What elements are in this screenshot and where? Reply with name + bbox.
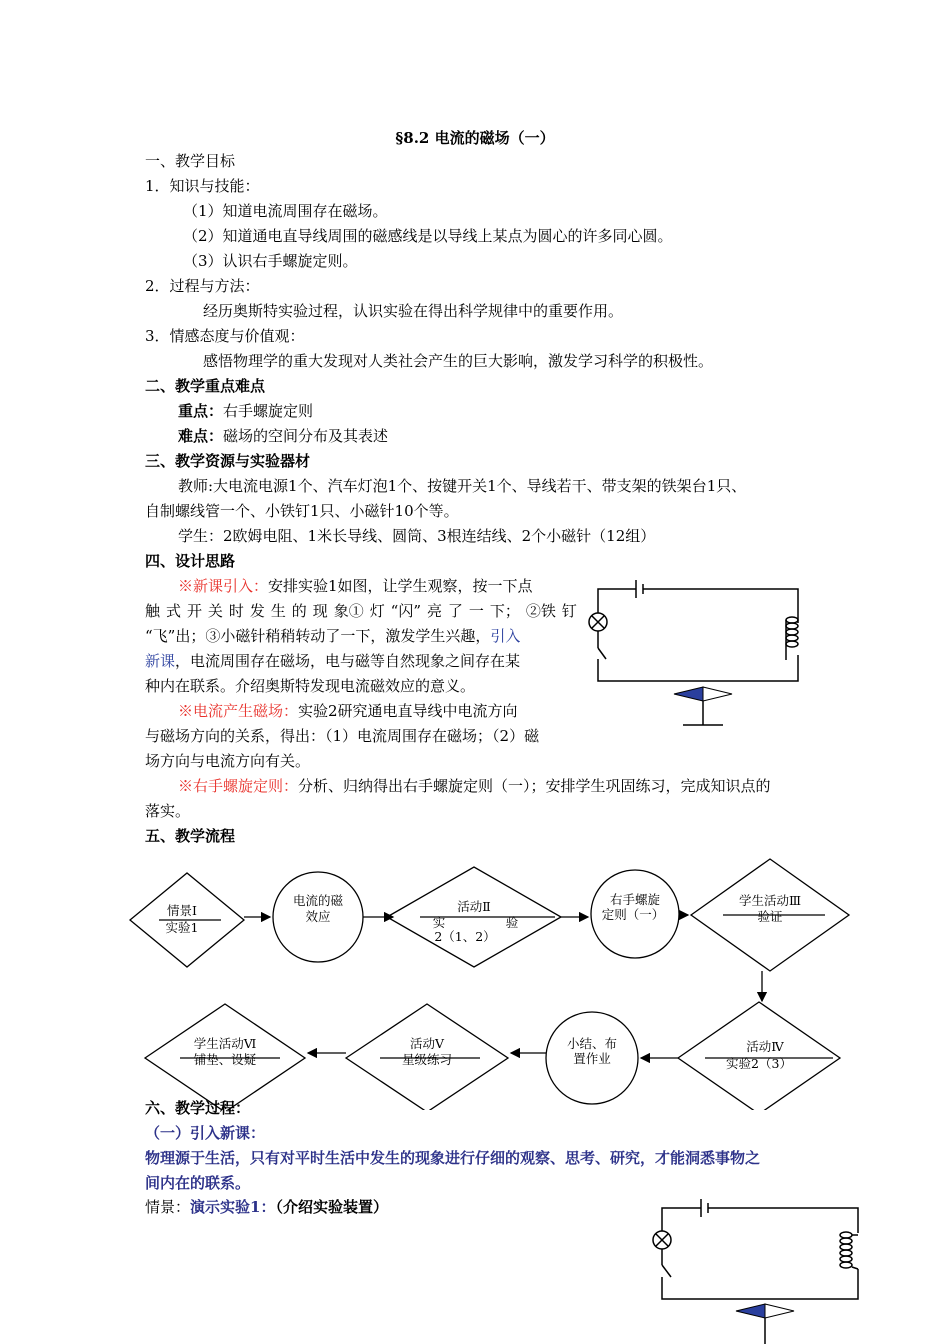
intro-paragraph: 物理源于生活，只有对平时生活中发生的现象进行仔细的观察、思考、研究，才能洞悉事物之 (145, 1149, 761, 1167)
design-magnetic-label: ※电流产生磁场： (178, 702, 299, 720)
design-magnetic-line (178, 702, 518, 720)
key-point-text: 右手螺旋定则 (223, 402, 314, 420)
text-run: 时 (228, 602, 244, 620)
design-magnetic-line3: 场方向与电流方向有关。 (145, 752, 311, 770)
flow-label: 电流的磁 (292, 893, 344, 908)
text-run: 式 (165, 602, 181, 620)
page-title: §8.2 电流的磁场（一） (395, 129, 555, 147)
text-run: 亮 (426, 602, 442, 620)
text-run: 发 (249, 602, 265, 620)
text-run: 触 (145, 602, 161, 620)
flow-label: 活动Ⅱ (457, 899, 491, 914)
text-run: 实验2研究通电直导线中电流方向 (298, 702, 518, 720)
objective-process: 2．过程与方法： (145, 277, 260, 295)
design-intro-line4 (145, 652, 520, 670)
circuit-diagram-1 (586, 575, 806, 730)
flow-label: 实验1 (165, 920, 199, 935)
design-intro-justified (145, 602, 577, 620)
text-run-blue: 新课 (145, 652, 176, 670)
key-point (178, 402, 313, 420)
subsection-intro: （一）引入新课： (145, 1124, 266, 1142)
text-run: 的 (291, 602, 307, 620)
text-run: ，电流周围存在磁场，电与磁等自然现象之间存在某 (175, 652, 521, 670)
section-heading-flow: 五、教学流程 (145, 827, 236, 845)
section-heading-objectives: 一、教学目标 (145, 152, 236, 170)
text-run: 钉 (561, 602, 577, 620)
objective-process-text: 经历奥斯特实验过程，认识实验在得出科学规律中的重要作用。 (203, 302, 624, 320)
flow-label: 置作业 (573, 1051, 611, 1066)
objective-item: （1）知道电流周围存在磁场。 (183, 202, 388, 220)
objective-emotion: 3．情感态度与价值观： (145, 327, 305, 345)
resources-teacher: 教师:大电流电源1个、汽车灯泡1个、按键开关1个、导线若干、带支架的铁架台1只、 (178, 477, 747, 495)
text-run: “飞”出；③小磁针稍稍转动了一下，激发学生兴趣， (145, 627, 491, 645)
flow-label: 活动Ⅳ (746, 1039, 784, 1054)
design-magnetic-line2: 与磁场方向的关系，得出：（1）电流周围存在磁场；（2）磁 (145, 727, 540, 745)
objective-knowledge: 1．知识与技能： (145, 177, 260, 195)
flow-label: 右手螺旋 (609, 892, 661, 907)
flow-label: 星级练习 (401, 1052, 453, 1067)
text-run: 现 (312, 602, 328, 620)
flow-label: 学生活动Ⅲ (738, 893, 802, 908)
text-run: ②铁 (525, 602, 556, 620)
flow-label: 验证 (757, 909, 783, 924)
circuit-diagram-2 (648, 1195, 868, 1344)
section-heading-process: 六、教学过程： (145, 1099, 251, 1117)
section-heading-key-points: 二、教学重点难点 (145, 377, 266, 395)
flow-label: 学生活动Ⅵ (193, 1036, 257, 1051)
design-intro-line (178, 577, 533, 595)
text-run: 了 (447, 602, 463, 620)
scene-note: （介绍实验装置） (275, 1198, 388, 1216)
flow-label: 情景Ⅰ (167, 903, 197, 918)
flow-label: 铺垫、设疑 (193, 1052, 257, 1067)
section-heading-design: 四、设计思路 (145, 552, 236, 570)
design-rule-line (178, 777, 771, 795)
scene-line (145, 1198, 388, 1216)
design-rule-label: ※右手螺旋定则： (178, 777, 299, 795)
resources-student: 学生：2欧姆电阻、1米长导线、圆筒、3根连结线、2个小磁针（12组） (178, 527, 656, 545)
scene-label: 情景： (145, 1198, 191, 1216)
flow-label: 2（1、2） (434, 929, 496, 944)
text-run: 开 (186, 602, 202, 620)
flow-label: 小结、布 (566, 1036, 618, 1051)
flow-label: 活动Ⅴ (409, 1036, 445, 1051)
design-intro-text: 安排实验1如图，让学生观察，按一下点 (268, 577, 533, 595)
objective-item: （3）认识右手螺旋定则。 (183, 252, 358, 270)
flow-label: 实 (432, 915, 446, 930)
objective-emotion-text: 感悟物理学的重大发现对人类社会产生的巨大影响，激发学习科学的积极性。 (203, 352, 714, 370)
scene-demo: 演示实验1： (190, 1198, 276, 1216)
difficult-point-text: 磁场的空间分布及其表述 (223, 427, 389, 445)
text-run: 关 (207, 602, 223, 620)
flow-label: 实验2（3） (726, 1056, 792, 1071)
text-run: 分析、归纳得出右手螺旋定则（一）；安排学生巩固练习，完成知识点的 (298, 777, 771, 795)
flow-label: 效应 (305, 909, 331, 924)
difficult-point (178, 427, 388, 445)
resources-teacher-cont: 自制螺线管一个、小铁钉1只、小磁针10个等。 (145, 502, 459, 520)
section-heading-resources: 三、教学资源与实验器材 (145, 452, 311, 470)
key-point-label: 重点： (178, 402, 224, 420)
flow-label: 定则（一） (601, 907, 665, 922)
text-run: 下； (489, 602, 520, 620)
teaching-flowchart (125, 855, 855, 1110)
text-run: 一 (468, 602, 484, 620)
text-run: 象① (333, 602, 364, 620)
design-intro-label: ※新课引入： (178, 577, 269, 595)
text-run: “闪” (390, 602, 421, 620)
flow-label: 验 (505, 915, 519, 930)
text-run: 生 (270, 602, 286, 620)
design-intro-line3 (145, 627, 520, 645)
design-rule-line2: 落实。 (145, 802, 191, 820)
intro-paragraph-cont: 间内在的联系。 (145, 1174, 251, 1192)
design-intro-line5: 种内在联系。介绍奥斯特发现电流磁效应的意义。 (145, 677, 476, 695)
difficult-point-label: 难点： (178, 427, 224, 445)
text-run-blue: 引入 (490, 627, 521, 645)
objective-item: （2）知道通电直导线周围的磁感线是以导线上某点为圆心的许多同心圆。 (183, 227, 673, 245)
text-run: 灯 (369, 602, 385, 620)
